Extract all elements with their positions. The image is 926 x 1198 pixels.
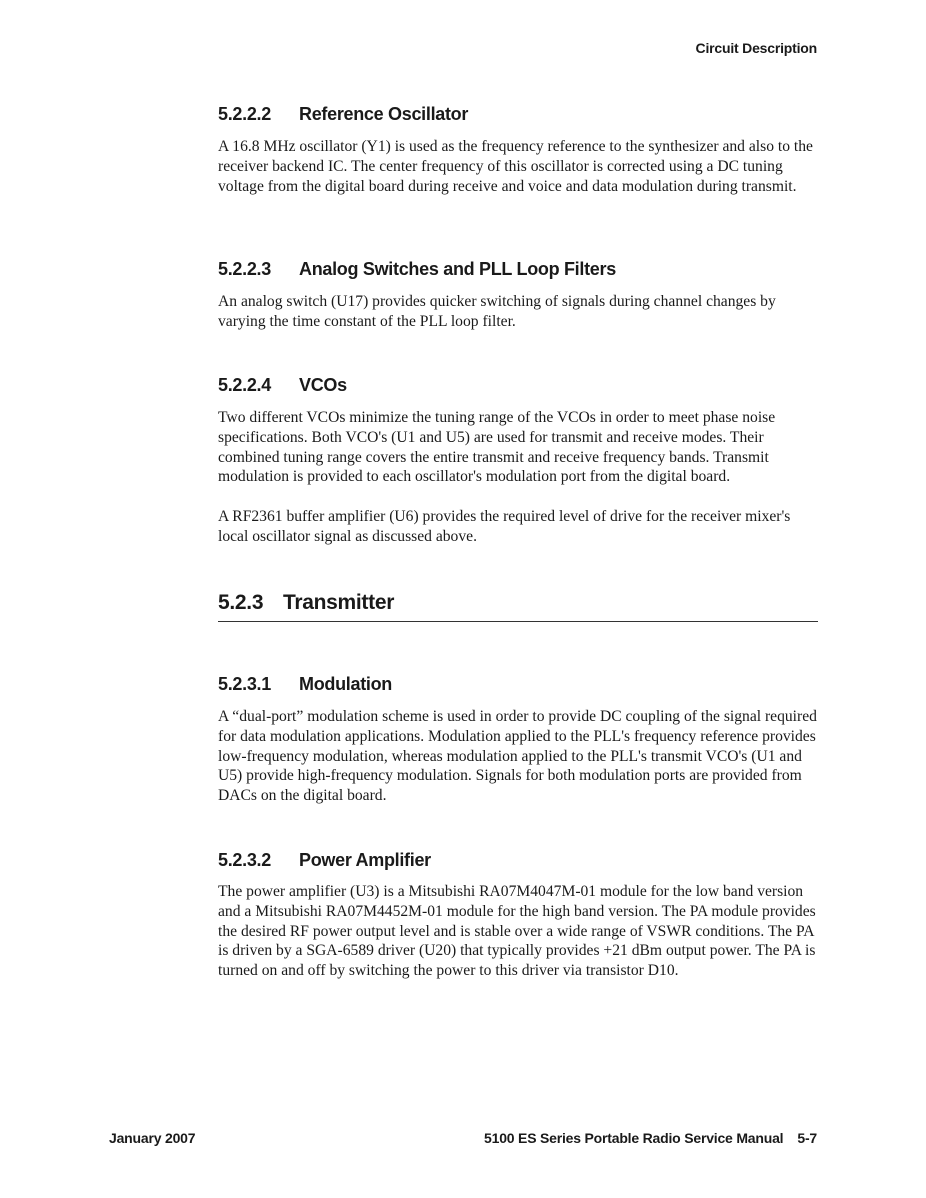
footer-page-number: 5-7	[797, 1130, 817, 1146]
section-title: Transmitter	[283, 591, 395, 614]
section-number: 5.2.2.4	[218, 375, 271, 395]
running-header: Circuit Description	[695, 40, 817, 56]
paragraph-modulation: A “dual-port” modulation scheme is used in order to provide DC coupling of the signal required for data modulation applications. Modulation applied to the PLL's frequency reference provides low-frequency modulation, whereas modulation applied to the PLL's transmit VCO's (U1 and U5) provide high-frequency modulation. Signals for both modulation ports are provided from DACs on the digital board.	[218, 708, 817, 805]
paragraph-analog-switches: An analog switch (U17) provides quicker switching of signals during channel changes by varying the time constant of the PLL loop filter.	[218, 293, 776, 330]
paragraph-vcos-1: Two different VCOs minimize the tuning range of the VCOs in order to meet phase noise specifications. Both VCO's (U1 and U5) are used for transmit and receive modes. Their combined tuning range covers the entire transmit and receive frequency bands. Transmit modulation is provided to each oscillator's modulation port from the digital board.	[218, 409, 776, 486]
paragraph-reference-oscillator: A 16.8 MHz oscillator (Y1) is used as the frequency reference to the synthesizer and also to the receiver backend IC. The center frequency of this oscillator is corrected using a DC tuning voltage from the digital board during receive and voice and data modulation during transmit.	[218, 138, 813, 195]
footer-manual-title: 5100 ES Series Portable Radio Service Manual	[484, 1130, 784, 1146]
section-number: 5.2.3.2	[218, 850, 271, 870]
section-title: Reference Oscillator	[299, 104, 469, 124]
section-number: 5.2.3.1	[218, 674, 271, 694]
section-number: 5.2.2.2	[218, 104, 271, 124]
footer-manual-info	[484, 1130, 817, 1146]
section-number: 5.2.3	[218, 591, 264, 614]
section-title: Modulation	[299, 674, 392, 694]
section-title: VCOs	[299, 375, 347, 395]
section-number: 5.2.2.3	[218, 259, 271, 279]
paragraph-power-amplifier: The power amplifier (U3) is a Mitsubishi RA07M4047M-01 module for the low band version and a Mitsubishi RA07M4452M-01 module for the high band version. The PA module provides the desired RF power output level and is stable over a wide range of VSWR conditions. The PA is driven by a SGA-6589 driver (U20) that typically provides +21 dBm output power. The PA is turned on and off by switching the power to this driver via transistor D10.	[218, 883, 816, 980]
section-heading-analog-switches	[218, 259, 616, 280]
section-heading-modulation	[218, 674, 392, 695]
section-title: Analog Switches and PLL Loop Filters	[299, 259, 616, 279]
section-divider	[218, 621, 818, 622]
footer-date: January 2007	[109, 1130, 196, 1146]
paragraph-vcos-2: A RF2361 buffer amplifier (U6) provides the required level of drive for the receiver mixer's local oscillator signal as discussed above.	[218, 508, 791, 545]
section-heading-reference-oscillator	[218, 104, 468, 125]
section-heading-vcos	[218, 375, 347, 396]
section-title: Power Amplifier	[299, 850, 431, 870]
section-heading-power-amplifier	[218, 850, 431, 871]
section-heading-transmitter	[218, 591, 394, 615]
